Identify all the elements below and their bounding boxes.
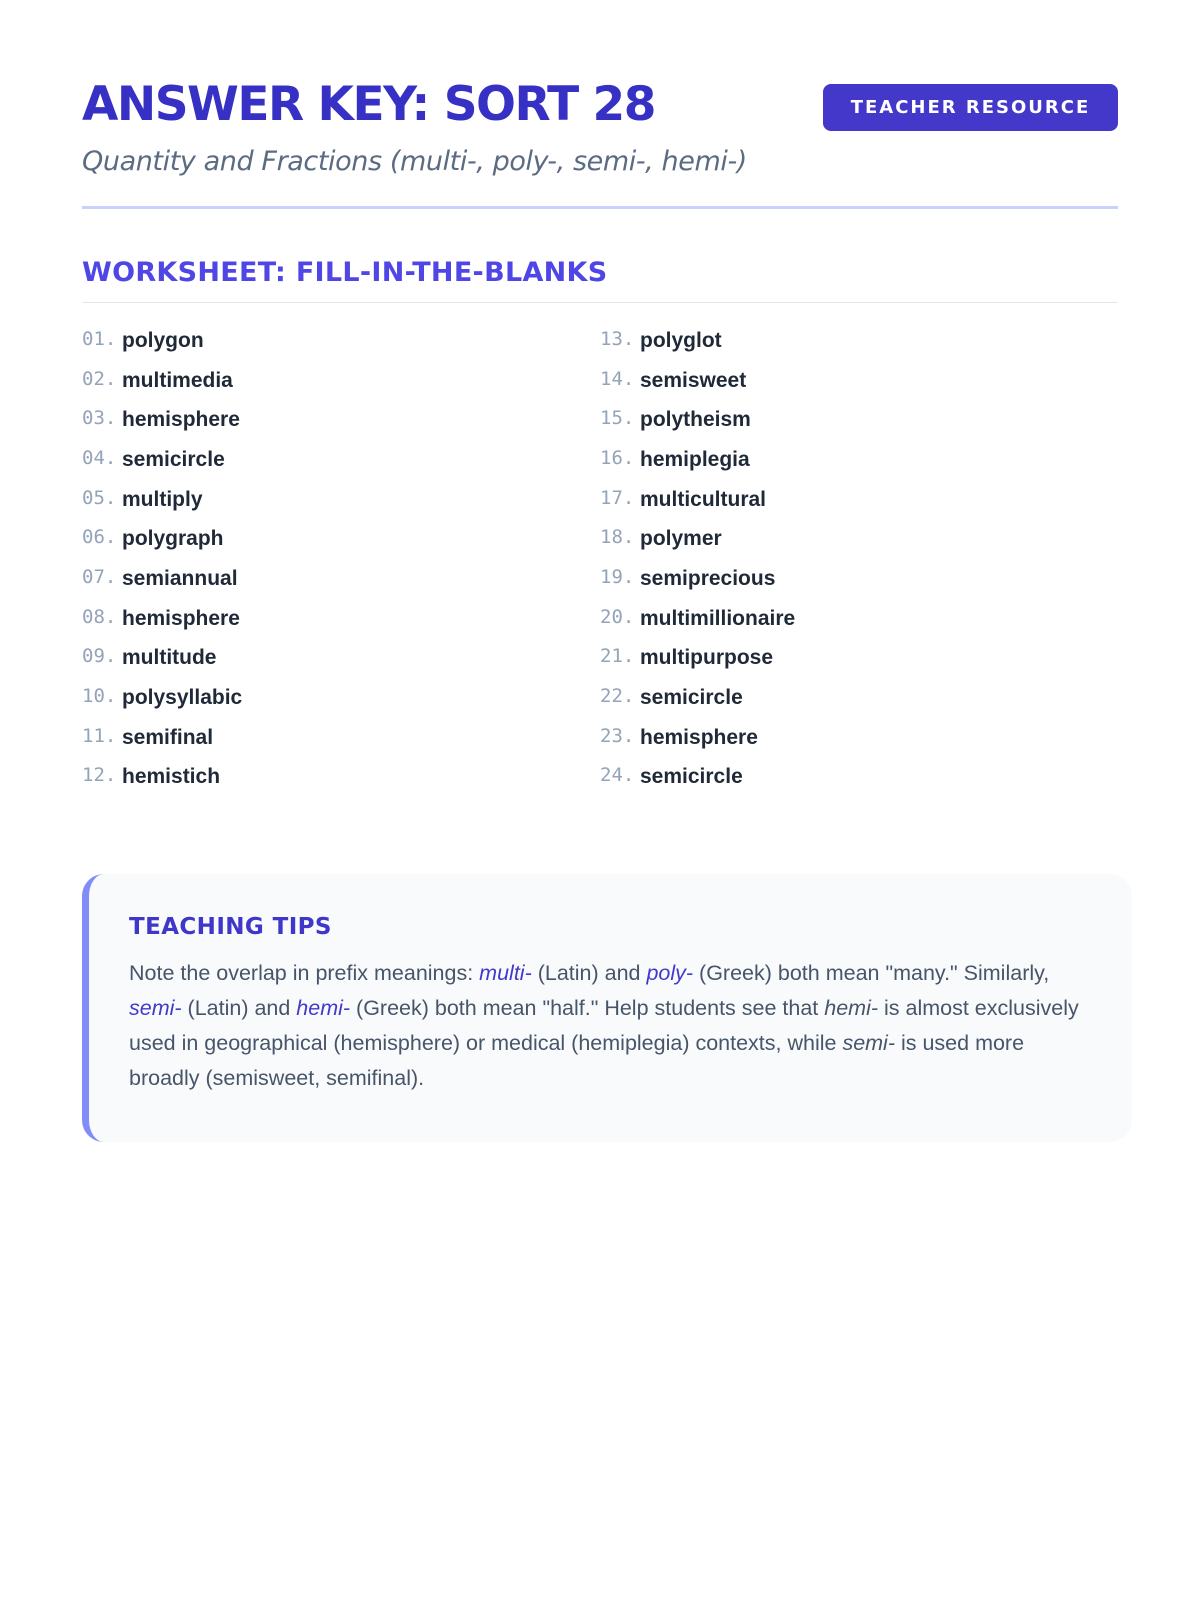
answer-word: multimillionaire bbox=[640, 606, 796, 630]
answer-item bbox=[600, 440, 1118, 480]
answer-item bbox=[600, 678, 1118, 718]
answer-item bbox=[82, 559, 600, 599]
answer-word: hemisphere bbox=[122, 408, 240, 432]
answer-number: 23. bbox=[600, 724, 635, 747]
answer-word: semisweet bbox=[640, 368, 747, 392]
page-subtitle: Quantity and Fractions (multi-, poly-, semi-, hemi-) bbox=[82, 146, 747, 177]
prefix-semi: semi- bbox=[129, 996, 182, 1020]
answer-word: semiprecious bbox=[640, 566, 776, 590]
answer-word: hemisphere bbox=[122, 606, 240, 630]
answer-item bbox=[600, 718, 1118, 758]
answer-word: hemiplegia bbox=[640, 447, 750, 471]
answer-word: multitude bbox=[122, 646, 217, 670]
answer-word: semiannual bbox=[122, 566, 238, 590]
answer-number: 19. bbox=[600, 565, 635, 588]
worksheet-section-title: WORKSHEET: FILL-IN-THE-BLANKS bbox=[82, 257, 1118, 303]
tips-text: is used more broadly (semisweet, semifinal). bbox=[129, 1031, 1025, 1090]
answer-item bbox=[82, 519, 600, 559]
teacher-resource-badge: TEACHER RESOURCE bbox=[823, 84, 1118, 131]
answer-column-left bbox=[82, 321, 600, 797]
answer-number: 22. bbox=[600, 685, 635, 708]
answer-word: polygon bbox=[122, 328, 204, 352]
answer-item bbox=[82, 361, 600, 401]
answer-number: 14. bbox=[600, 367, 635, 390]
answer-item bbox=[600, 559, 1118, 599]
prefix-multi: multi- bbox=[479, 961, 532, 985]
answer-word: polytheism bbox=[640, 408, 751, 432]
answer-number: 17. bbox=[600, 486, 635, 509]
answer-number: 13. bbox=[600, 327, 635, 350]
answer-item bbox=[600, 480, 1118, 520]
answer-number: 02. bbox=[82, 367, 117, 390]
prefix-hemi: hemi- bbox=[296, 996, 351, 1020]
answer-list bbox=[82, 321, 1118, 797]
answer-number: 01. bbox=[82, 327, 117, 350]
answer-number: 11. bbox=[82, 724, 117, 747]
answer-word: polysyllabic bbox=[122, 686, 243, 710]
prefix-hemi-plain: hemi- bbox=[824, 996, 879, 1020]
answer-word: semifinal bbox=[122, 725, 214, 749]
answer-number: 16. bbox=[600, 446, 635, 469]
tips-text: (Latin) and bbox=[531, 961, 647, 985]
answer-word: multipurpose bbox=[640, 646, 774, 670]
answer-item bbox=[82, 321, 600, 361]
answer-word: polyglot bbox=[640, 328, 722, 352]
answer-number: 05. bbox=[82, 486, 117, 509]
answer-word: polygraph bbox=[122, 527, 224, 551]
answer-item bbox=[82, 400, 600, 440]
answer-word: semicircle bbox=[640, 765, 743, 789]
page-header bbox=[82, 77, 1118, 209]
answer-item bbox=[600, 361, 1118, 401]
answer-word: hemistich bbox=[122, 765, 221, 789]
answer-item bbox=[600, 758, 1118, 798]
answer-number: 18. bbox=[600, 526, 635, 549]
answer-number: 06. bbox=[82, 526, 117, 549]
answer-item bbox=[82, 758, 600, 798]
answer-word: semicircle bbox=[122, 447, 225, 471]
answer-number: 15. bbox=[600, 407, 635, 430]
tips-text: Note the overlap in prefix meanings: bbox=[129, 961, 480, 985]
answer-number: 03. bbox=[82, 407, 117, 430]
answer-number: 21. bbox=[600, 645, 635, 668]
tips-text: is almost exclusively used in geographical (hemisphere) or medical (hemiplegia) contexts, while bbox=[129, 996, 1079, 1055]
answer-word: multiply bbox=[122, 487, 203, 511]
answer-item bbox=[82, 639, 600, 679]
answer-number: 10. bbox=[82, 685, 117, 708]
answer-number: 08. bbox=[82, 605, 117, 628]
answer-word: semicircle bbox=[640, 686, 743, 710]
answer-number: 12. bbox=[82, 764, 117, 787]
answer-item bbox=[600, 321, 1118, 361]
answer-item bbox=[82, 718, 600, 758]
tips-text: (Greek) both mean "many." Similarly, bbox=[693, 961, 1050, 985]
answer-item bbox=[82, 480, 600, 520]
prefix-semi-plain: semi- bbox=[842, 1031, 895, 1055]
answer-item bbox=[600, 400, 1118, 440]
answer-number: 24. bbox=[600, 764, 635, 787]
answer-item bbox=[82, 678, 600, 718]
answer-word: multimedia bbox=[122, 368, 233, 392]
teaching-tips-box bbox=[82, 874, 1132, 1142]
answer-item bbox=[82, 599, 600, 639]
answer-item bbox=[600, 519, 1118, 559]
page-title: ANSWER KEY: SORT 28 bbox=[82, 77, 655, 132]
answer-item bbox=[82, 440, 600, 480]
teaching-tips-body bbox=[129, 956, 1092, 1096]
answer-item bbox=[600, 599, 1118, 639]
teaching-tips-title: TEACHING TIPS bbox=[129, 914, 332, 940]
answer-number: 20. bbox=[600, 605, 635, 628]
answer-number: 04. bbox=[82, 446, 117, 469]
answer-number: 09. bbox=[82, 645, 117, 668]
answer-word: polymer bbox=[640, 527, 722, 551]
answer-word: hemisphere bbox=[640, 725, 758, 749]
tips-text: (Latin) and bbox=[181, 996, 297, 1020]
answer-item bbox=[600, 639, 1118, 679]
prefix-poly: poly- bbox=[646, 961, 694, 985]
answer-word: multicultural bbox=[640, 487, 767, 511]
answer-column-right bbox=[600, 321, 1118, 797]
answer-number: 07. bbox=[82, 565, 117, 588]
tips-text: (Greek) both mean "half." Help students see that bbox=[350, 996, 825, 1020]
